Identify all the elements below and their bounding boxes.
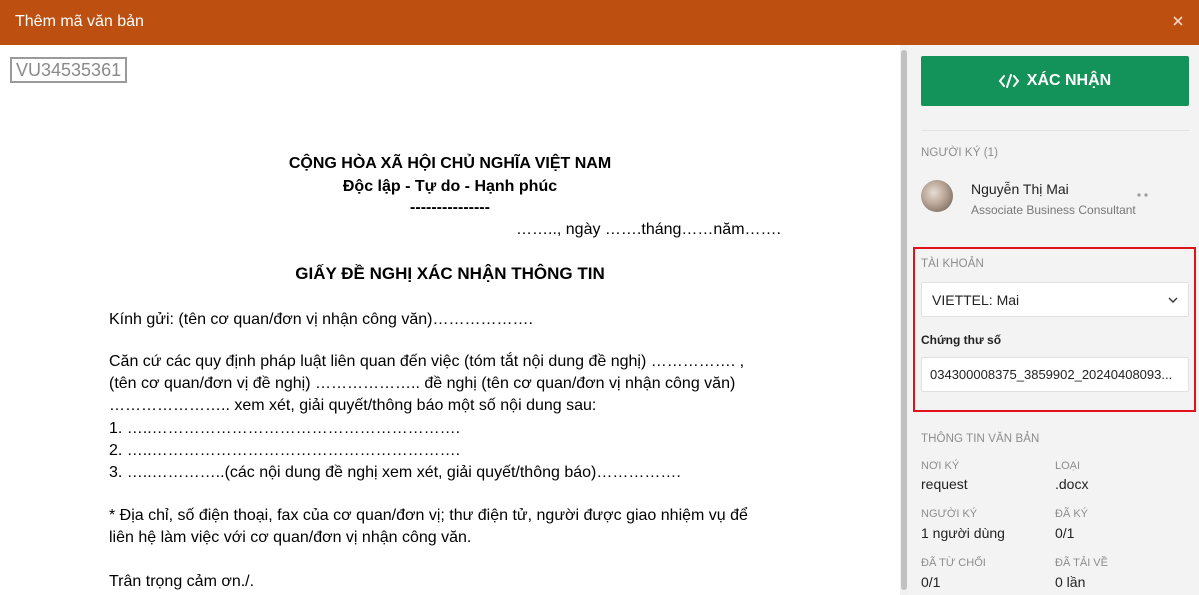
cert-field[interactable] bbox=[921, 357, 1189, 392]
doc-line: 1. …..…………………………………………………. bbox=[109, 420, 461, 437]
code-icon bbox=[999, 74, 1019, 88]
doc-info-heading: THÔNG TIN VĂN BẢN bbox=[921, 433, 1040, 445]
doc-line: Trân trọng cảm ơn./. bbox=[109, 573, 255, 590]
doc-line: Căn cứ các quy định pháp luật liên quan đến việc (tóm tắt nội dung đề nghị) ……………. , bbox=[109, 353, 745, 370]
info-nguoi-ky-value: 1 người dùng bbox=[921, 525, 1005, 541]
doc-header-line3: --------------- bbox=[410, 199, 490, 216]
avatar bbox=[921, 180, 953, 212]
sidebar bbox=[908, 45, 1199, 595]
doc-line: 2. …..…………………………………………………. bbox=[109, 442, 461, 459]
account-select[interactable] bbox=[921, 282, 1189, 317]
divider bbox=[921, 130, 1189, 131]
doc-line: (tên cơ quan/đơn vị đề nghị) ……………….. đề nghị (tên cơ quan/đơn vị nhận công văn) bbox=[109, 375, 736, 392]
doc-header-line1: CỘNG HÒA XÃ HỘI CHỦ NGHĨA VIỆT NAM bbox=[288, 155, 612, 172]
doc-title: GIẤY ĐỀ NGHỊ XÁC NHẬN THÔNG TIN bbox=[295, 264, 605, 283]
doc-line: * Địa chỉ, số điện thoại, fax của cơ quan/đơn vị; thư điện tử, người được giao nhiệm vụ để bbox=[109, 507, 748, 524]
info-da-ky-value: 0/1 bbox=[1055, 525, 1075, 541]
info-nguoi-ky-label: NGƯỜI KÝ bbox=[921, 508, 978, 520]
modal-title: Thêm mã văn bản bbox=[15, 13, 144, 30]
document-preview[interactable] bbox=[0, 45, 893, 595]
info-loai-label: LOẠI bbox=[1055, 460, 1081, 472]
signers-heading: NGƯỜI KÝ (1) bbox=[921, 147, 999, 159]
info-da-tai-ve-label: ĐÃ TẢI VỀ bbox=[1055, 557, 1108, 569]
info-noi-ky-label: NƠI KÝ bbox=[921, 460, 960, 472]
doc-line: Kính gửi: (tên cơ quan/đơn vị nhận công văn)………………. bbox=[109, 311, 533, 328]
document-scrollbar[interactable] bbox=[900, 45, 908, 595]
document-code-stamp: VU34535361 bbox=[10, 57, 127, 83]
account-heading: TÀI KHOẢN bbox=[921, 258, 984, 270]
doc-line: liên hệ làm việc với cơ quan/đơn vị nhận công văn. bbox=[109, 529, 472, 546]
chevron-down-icon bbox=[1168, 297, 1178, 303]
confirm-button-label: XÁC NHẬN bbox=[1026, 72, 1112, 89]
signer-role: Associate Business Consultant bbox=[971, 203, 1136, 217]
close-button[interactable] bbox=[1167, 10, 1189, 32]
info-da-tu-choi-value: 0/1 bbox=[921, 574, 941, 590]
info-loai-value: .docx bbox=[1055, 476, 1089, 492]
cert-label: Chứng thư số bbox=[921, 333, 1002, 347]
doc-line: ………………….. xem xét, giải quyết/thông báo một số nội dung sau: bbox=[109, 397, 597, 414]
confirm-button[interactable] bbox=[921, 56, 1189, 106]
modal-header bbox=[0, 0, 1199, 45]
more-dots-icon[interactable] bbox=[1136, 190, 1150, 200]
info-da-ky-label: ĐÃ KÝ bbox=[1055, 508, 1089, 520]
doc-line: 3. …..…………..(các nội dung đề nghị xem xét, giải quyết/thông báo)……………. bbox=[109, 464, 681, 481]
signer-name: Nguyễn Thị Mai bbox=[971, 181, 1069, 197]
scrollbar-thumb[interactable] bbox=[901, 50, 907, 590]
account-select-value: VIETTEL: Mai bbox=[932, 291, 1020, 308]
info-da-tai-ve-value: 0 lần bbox=[1055, 574, 1086, 590]
info-da-tu-choi-label: ĐÃ TỪ CHỐI bbox=[921, 557, 986, 569]
doc-header-line2: Độc lập - Tự do - Hạnh phúc bbox=[342, 178, 558, 195]
doc-date-line: …….., ngày …….tháng……năm……. bbox=[516, 221, 781, 238]
info-noi-ky-value: request bbox=[921, 476, 968, 492]
close-icon bbox=[1173, 16, 1183, 26]
